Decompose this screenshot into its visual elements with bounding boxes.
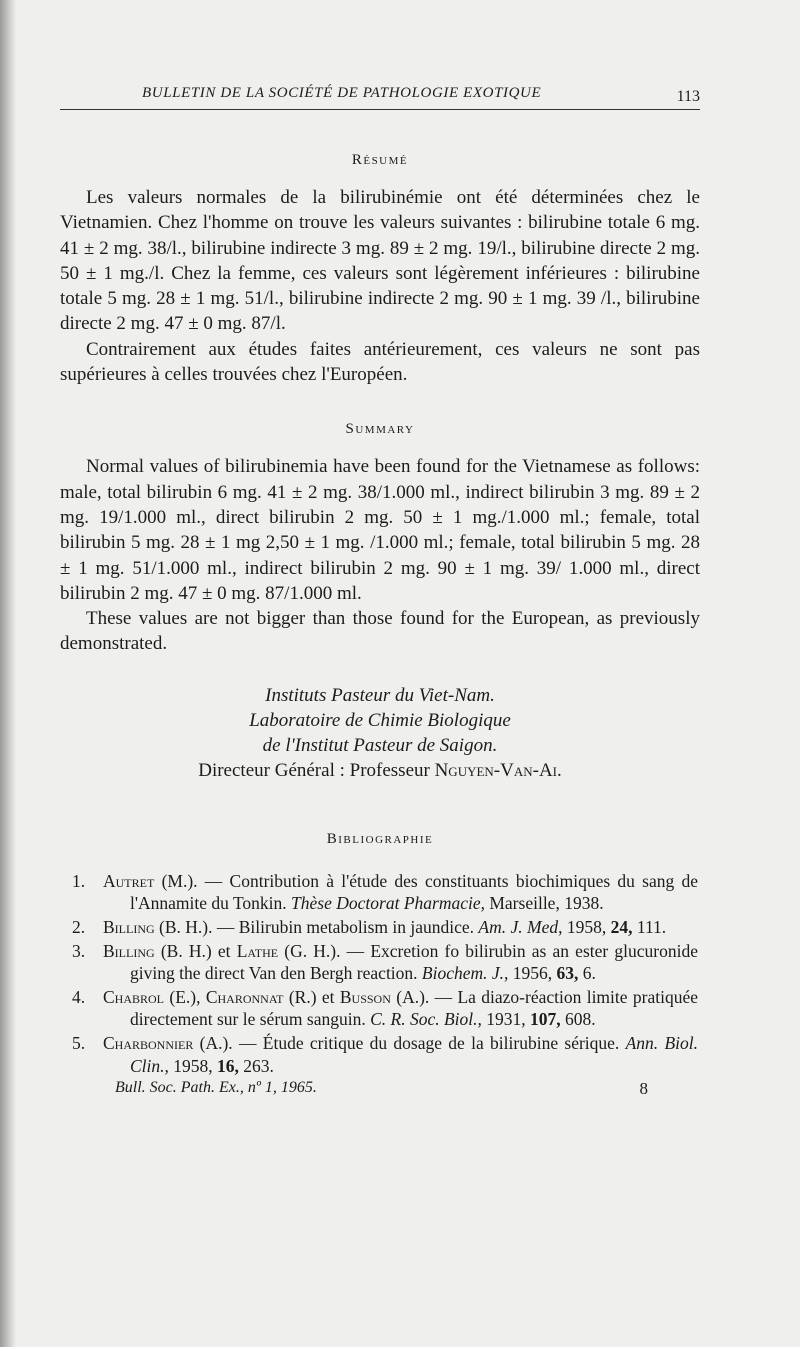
footer-citation: Bull. Soc. Path. Ex., nº 1, 1965. bbox=[115, 1079, 317, 1097]
reference-journal: Am. J. Med bbox=[478, 916, 559, 937]
affiliation-line-2: Laboratoire de Chimie Biologique bbox=[249, 709, 511, 731]
signature-mark: 8 bbox=[639, 1079, 648, 1099]
bibliography-list bbox=[60, 870, 700, 1077]
reference-item bbox=[60, 986, 700, 1031]
reference-text: 6. bbox=[578, 963, 596, 984]
reference-number: 2. bbox=[72, 916, 86, 937]
summary-heading: Summary bbox=[345, 421, 415, 438]
journal-page bbox=[60, 85, 700, 1103]
running-header bbox=[60, 85, 700, 109]
reference-text: 111. bbox=[632, 916, 667, 937]
resume-paragraph-1: Les valeurs normales de la bilirubinémie ont été déterminées chez le Vietnamien. Chez l'homme on trouve les valeurs suivantes : bilirubine totale 6 mg. 41 ± 2 mg. 38/l., bilirubine indirecte 3 mg. 89 ± 2 mg. 19/l., bilirubine directe 2 mg. 50 ± 1 mg./l. Chez la femme, ces valeurs sont légèrement inférieures : bilirubine totale 5 mg. 28 ± 1 mg. 51/l., bilirubine indirecte 2 mg. 90 ± 1 mg. 39 /l., bilirubine directe 2 mg. 47 ± 0 mg. 87/l. bbox=[60, 187, 700, 335]
reference-text: 1956, bbox=[508, 963, 557, 984]
reference-number: 1. bbox=[72, 870, 86, 891]
reference-number: 5. bbox=[72, 1032, 86, 1053]
reference-text: Marseille, 1938. bbox=[484, 893, 604, 914]
director-prefix: Directeur Général : Professeur bbox=[198, 759, 435, 781]
reference-journal: Thèse Doctorat Pharmacie, bbox=[291, 893, 485, 914]
reference-volume: 16, bbox=[217, 1055, 239, 1076]
page-binding-edge bbox=[0, 0, 16, 1347]
affiliation-block bbox=[60, 683, 700, 783]
reference-text: (A.). — La diazo-réaction limite pratiquée directement sur le sérum sanguin. bbox=[130, 986, 698, 1030]
reference-text: (B. H.). — Bilirubin metabolism in jaundice. bbox=[154, 916, 479, 937]
resume-paragraph-2: Contrairement aux études faites antérieurement, ces valeurs ne sont pas supérieures à celles trouvées chez l'Européen. bbox=[60, 338, 700, 386]
reference-text: (G. H.). — Excretion fo bilirubin as an ester glucuronide giving the direct Van den Bergh reaction. bbox=[130, 940, 698, 984]
reference-author: Billing bbox=[103, 940, 155, 961]
bibliography-heading: Bibliographie bbox=[326, 830, 434, 847]
reference-text: (M.). — Contribution à l'étude des constituants biochimiques du sang de l'Annamite du Tonkin. bbox=[130, 870, 698, 914]
resume-heading: Résumé bbox=[351, 152, 409, 168]
reference-text: (A.). — Étude critique du dosage de la bilirubine sérique. bbox=[193, 1032, 626, 1053]
reference-author: Lathe bbox=[236, 940, 279, 961]
reference-number: 4. bbox=[72, 986, 86, 1007]
director-name: Nguyen-Van-Ai. bbox=[434, 759, 562, 781]
reference-author: Autret bbox=[103, 870, 155, 891]
affiliation-director bbox=[60, 758, 700, 783]
reference-volume: 63, bbox=[556, 963, 579, 984]
reference-text: 1958, bbox=[168, 1055, 218, 1076]
reference-author: Billing bbox=[103, 916, 155, 937]
affiliation-line-1: Instituts Pasteur du Viet-Nam. bbox=[265, 684, 495, 706]
reference-item bbox=[60, 940, 700, 985]
reference-item bbox=[60, 916, 700, 939]
reference-number: 3. bbox=[72, 940, 86, 961]
reference-journal: Ann. Biol. Clin., bbox=[130, 1032, 698, 1076]
summary-paragraph-1: Normal values of bilirubinemia have been found for the Vietnamese as follows: male, total bilirubin 6 mg. 41 ± 2 mg. 38/1.000 ml., indirect bilirubin 3 mg. 89 ± 2 mg. 19/1.000 ml., direct bilirubin 2 mg. 50 ± 1 mg./1.000 ml.; female, total bilirubin 5 mg. 28 ± 1 mg 2,50 ± 1 mg. /1.000 ml.; female, total bilirubin 5 mg. 28 ± 1 mg. 51/1.000 ml., indirect bilirubin 2 mg. 90 ± 1 mg. 39/ 1.000 ml., direct bilirubin 2 mg. 47 ± 0 mg. 87/1.000 ml. bbox=[60, 456, 700, 604]
reference-volume: 24, bbox=[610, 916, 633, 937]
reference-text: 608. bbox=[560, 1009, 596, 1030]
reference-author: Charonnat bbox=[205, 986, 284, 1007]
reference-item bbox=[60, 870, 700, 915]
reference-text: , 1958, bbox=[558, 916, 611, 937]
reference-text: 263. bbox=[238, 1055, 274, 1076]
reference-text: (E.), bbox=[164, 986, 206, 1007]
reference-author: Charbonnier bbox=[103, 1032, 194, 1053]
page-number: 113 bbox=[676, 88, 700, 105]
reference-journal: C. R. Soc. Biol., bbox=[370, 1009, 482, 1030]
running-title: BULLETIN DE LA SOCIÉTÉ DE PATHOLOGIE EXOTIQUE bbox=[142, 85, 542, 101]
header-rule bbox=[60, 109, 700, 110]
affiliation-line-3: de l'Institut Pasteur de Saigon. bbox=[262, 734, 498, 756]
reference-author: Busson bbox=[339, 986, 391, 1007]
reference-volume: 107, bbox=[530, 1009, 561, 1030]
reference-author: Chabrol bbox=[103, 986, 165, 1007]
summary-paragraph-2: These values are not bigger than those found for the European, as previously demonstrated. bbox=[60, 608, 700, 655]
page-footer bbox=[60, 1079, 700, 1103]
reference-text: (B. H.) et bbox=[154, 940, 237, 961]
reference-item bbox=[60, 1032, 700, 1077]
reference-text: 1931, bbox=[481, 1009, 530, 1030]
reference-text: (R.) et bbox=[283, 986, 340, 1007]
reference-journal: Biochem. J., bbox=[421, 963, 509, 984]
